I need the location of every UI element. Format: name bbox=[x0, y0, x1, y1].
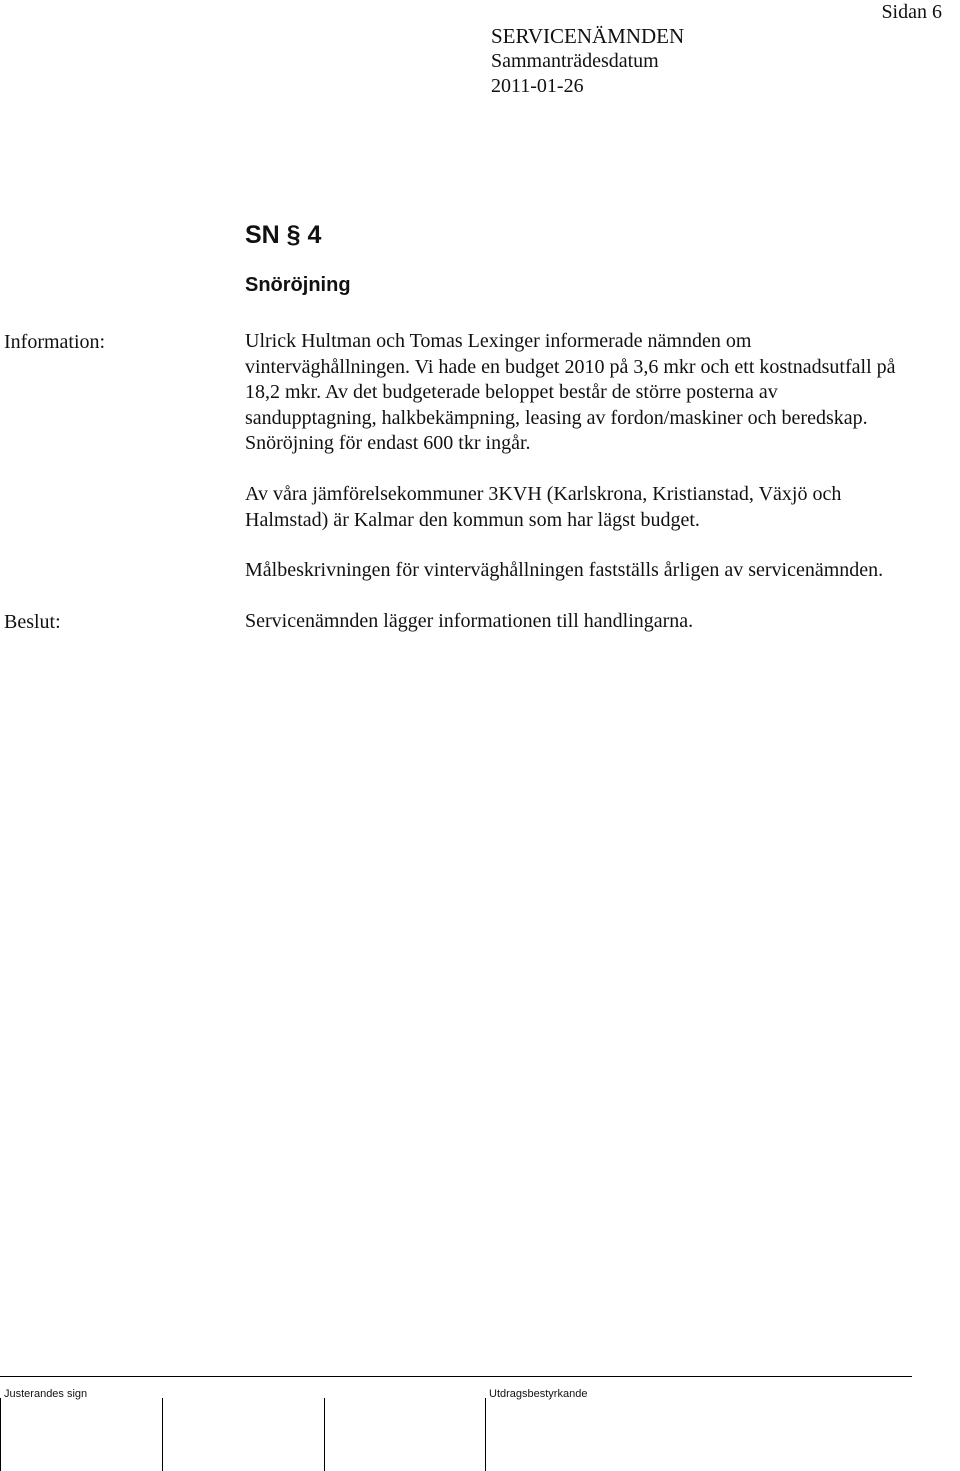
section-number: SN § 4 bbox=[245, 221, 322, 249]
meeting-date-label: Sammanträdesdatum bbox=[491, 50, 659, 72]
page-number: Sidan 6 bbox=[881, 1, 942, 23]
information-label: Information: bbox=[4, 331, 106, 353]
paragraph-line: Halmstad) är Kalmar den kommun som har lägst budget. bbox=[245, 508, 700, 531]
signature-box-divider bbox=[0, 1398, 1, 1471]
committee-name: SERVICENÄMNDEN bbox=[491, 24, 685, 48]
decision-label: Beslut: bbox=[4, 611, 61, 633]
paragraph-line: Snöröjning för endast 600 tkr ingår. bbox=[245, 432, 531, 454]
paragraph-line: sandupptagning, halkbekämpning, leasing av fordon/maskiner och beredskap. bbox=[245, 406, 868, 429]
footer-divider bbox=[0, 1376, 912, 1377]
meeting-date: 2011-01-26 bbox=[491, 75, 584, 97]
information-paragraph-2 bbox=[245, 482, 960, 533]
section-title: Snöröjning bbox=[245, 274, 351, 296]
document-header bbox=[491, 24, 684, 99]
signature-box-divider bbox=[324, 1398, 325, 1471]
information-paragraph-3: Målbeskrivningen för vinterväghållningen fastställs årligen av servicenämnden. bbox=[245, 559, 884, 581]
extract-certification-label: Utdragsbestyrkande bbox=[489, 1388, 588, 1400]
paragraph-line: vinterväghållningen. Vi hade en budget 2010 på 3,6 mkr och ett kostnadsutfall på bbox=[245, 355, 896, 378]
information-paragraph-1 bbox=[245, 329, 960, 457]
paragraph-line: Av våra jämförelsekommuner 3KVH (Karlskrona, Kristianstad, Växjö och bbox=[245, 483, 842, 505]
paragraph-line: 18,2 mkr. Av det budgeterade beloppet består de större posterna av bbox=[245, 381, 778, 403]
signature-label: Justerandes sign bbox=[4, 1388, 88, 1400]
decision-text: Servicenämnden lägger informationen till handlingarna. bbox=[245, 610, 694, 632]
paragraph-line: Ulrick Hultman och Tomas Lexinger informerade nämnden om bbox=[245, 330, 752, 352]
signature-box-divider bbox=[162, 1398, 163, 1471]
signature-box-divider bbox=[485, 1398, 486, 1471]
